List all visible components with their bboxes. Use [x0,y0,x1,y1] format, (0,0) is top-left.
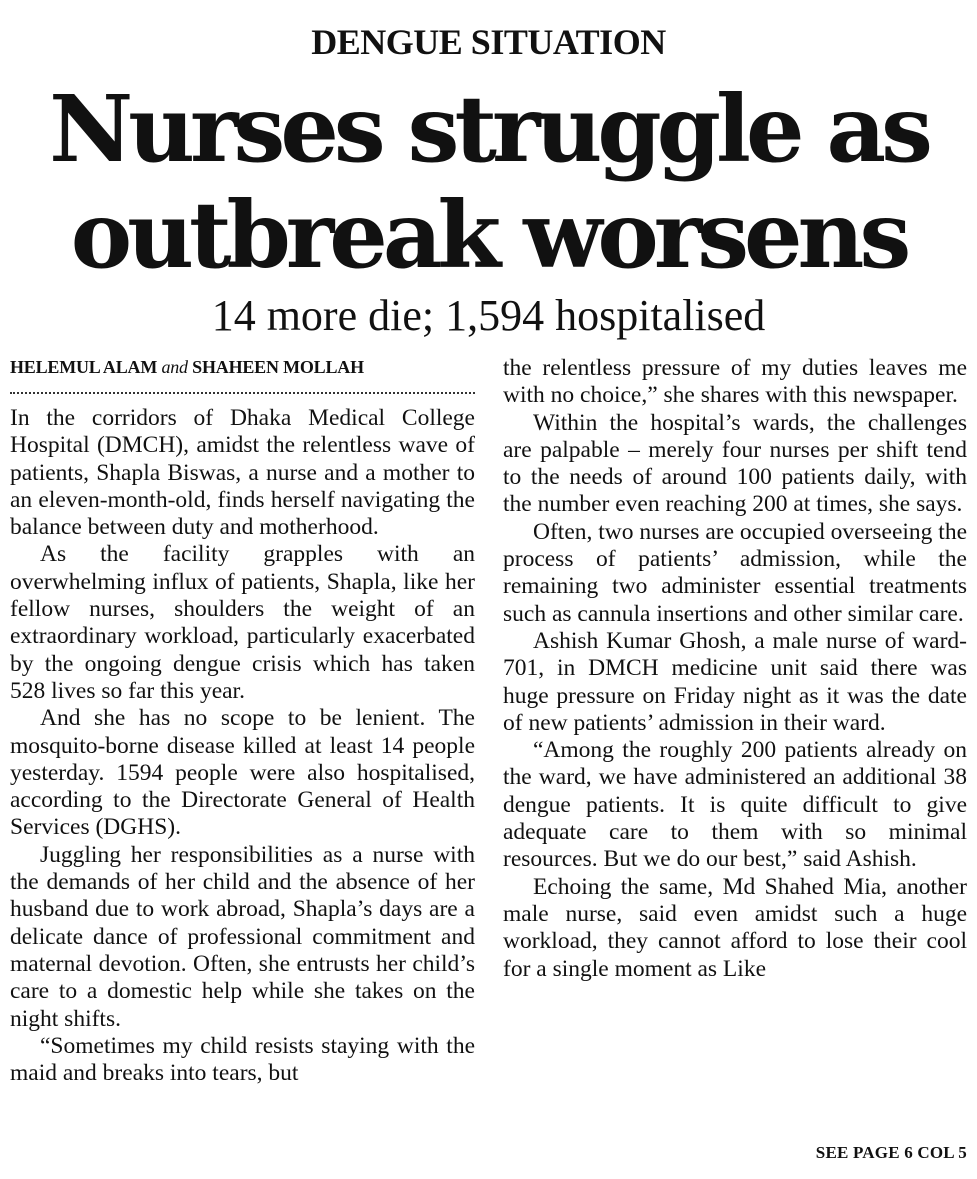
byline [10,354,475,380]
byline-conjunction: and [161,357,188,377]
section-kicker: DENGUE SITUATION [311,22,666,62]
paragraph: In the corridors of Dhaka Medical College Hospital (DMCH), amidst the relentless wave of patients, Shapla Biswas, a nurse and a mother to an eleven-month-old, finds herself navigating the balance between duty and motherhood. [10,405,475,541]
paragraph: Often, two nurses are occupied overseeing the process of patients’ admission, while the remaining two administer essential treatments such as cannula insertions and other similar care. [503,518,967,627]
paragraph: the relentless pressure of my duties leaves me with no choice,” she shares with this newspaper. [503,355,967,409]
paragraph: And she has no scope to be lenient. The mosquito-borne disease killed at least 14 people yesterday. 1594 people were also hospitalised, according to the Directorate General of Health Services (DGHS). [10,705,475,841]
paragraph: Ashish Kumar Ghosh, a male nurse of ward-701, in DMCH medicine unit said there was huge pressure on Friday night as it was the date of new patients’ admission in their ward. [503,627,967,736]
paragraph: Within the hospital’s wards, the challenges are palpable – merely four nurses per shift tend to the needs of around 100 patients daily, with the number even reaching 200 at times, she says. [503,409,967,518]
byline-author-2: SHAHEEN MOLLAH [192,357,364,377]
headline-line-1: Nurses struggle as [49,75,928,183]
paragraph: Juggling her responsibilities as a nurse with the demands of her child and the absence of her husband due to work abroad, Shapla’s days are a delicate dance of professional commitment and maternal devotion. Often, she entrusts her child’s care to a domestic help while she takes on the night shifts. [10,841,475,1032]
byline-author-1: HELEMUL ALAM [10,357,158,377]
continued-jump-line: SEE PAGE 6 COL 5 [815,1143,967,1162]
paragraph: Echoing the same, Md Shahed Mia, another male nurse, said even amidst such a huge workload, they cannot afford to lose their cool for a single moment as Like [503,873,967,982]
paragraph: “Among the roughly 200 patients already on the ward, we have administered an additional 38 dengue patients. It is quite difficult to give adequate care to them with so minimal resources. But we do our best,” said Ashish. [503,737,967,873]
paragraph: As the facility grapples with an overwhelming influx of patients, Shapla, like her fellow nurses, shoulders the weight of an extraordinary workload, particularly exacerbated by the ongoing dengue crisis which has taken 528 lives so far this year. [10,541,475,704]
headline [0,76,977,288]
article-column-right [503,355,967,983]
byline-divider [10,392,475,394]
paragraph: “Sometimes my child resists staying with the maid and breaks into tears, but [10,1032,475,1087]
subheadline: 14 more die; 1,594 hospitalised [211,291,766,340]
headline-line-2: outbreak worsens [70,181,907,289]
article-column-left [10,405,475,1087]
